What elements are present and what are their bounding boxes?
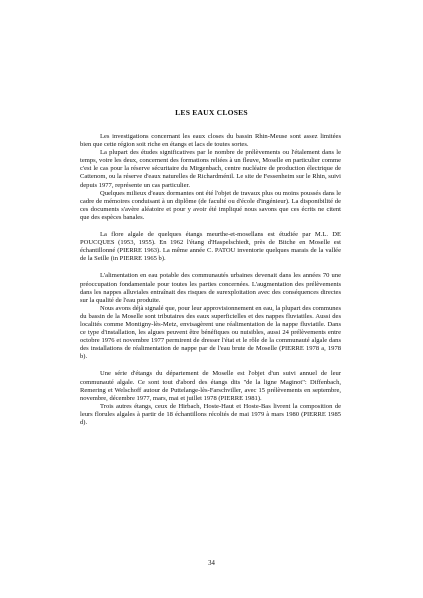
- paragraph-three-ponds: Trois autres étangs, ceux de Hirbach, Hoste-Haut et Hoste-Bas livrent la composition de leurs florules algales à partir de 18 échantillons récoltés de mai 1979 à mars 1980 (PIERRE 1985 d).: [80, 402, 341, 426]
- page-number: 34: [208, 560, 215, 567]
- paragraph-intro: Les investigations concernant les eaux closes du bassin Rhin-Meuse sont assez limitées bien que cette région soit riche en étangs et lacs de toutes sortes.: [80, 133, 341, 149]
- body-text: [80, 133, 341, 427]
- paragraph-memoirs: Quelques milieux d'eaux dormantes ont été l'objet de travaux plus ou moins poussés dans le cadre de mémoires conduisant à un diplôme (de faculté ou d'école d'ingénieur). La disponibilité de ces documents s'avère aléatoire et pour y avoir été impliqué nous savons que ces écrits ne citent que des espèces banales.: [80, 189, 341, 221]
- paragraph-studies: La plupart des études significatives par le nombre de prélèvements ou l'étalement dans le temps, voire les deux, concernent des formations reliées à un fleuve, Moselle en particulier comme c'est le cas pour la réserve sécuritaire du Mirgenbach, centre nucléaire de production électrique de Cattenom, ou la réserve d'eaux naturelles de Richardménil. Le site de Fessenheim sur le Rhin, suivi depuis 1977, représente un cas particulier.: [80, 149, 341, 189]
- paragraph-water-supply: L'alimentation en eau potable des communautés urbaines devenait dans les années 70 une préoccupation fondamentale pour toutes les parties concernées. L'augmentation des prélèvements dans les nappes alluviales entraînait des risques de surexploitation avec des conséquences directes sur la qualité de l'eau produite.: [80, 272, 341, 304]
- paragraph-moselle-basin: Nous avons déjà signalé que, pour leur approvisionnement en eau, la plupart des communes du bassin de la Moselle sont tributaires des eaux superficielles et des nappes fluviatiles. Aussi des localités comme Montigny-lès-Metz, envisagèrent une réalimentation de la nappe fluviatile. Dans ce type d'installation, les algues peuvent être bénéfiques ou nuisibles, aussi 24 prélèvements entre octobre 1976 et novembre 1977 permirent de dresser l'état et le rôle de la communauté algale dans des installations de réalimentation de nappe par de l'eau brute de Moselle (PIERRE 1978 a, 1978 b).: [80, 304, 341, 361]
- page-title: LES EAUX CLOSES: [175, 108, 248, 117]
- paragraph-ponds-series: Une série d'étangs du département de Moselle est l'objet d'un suivi annuel de leur communauté algale. Ce sont tout d'abord des étangs dits "de la ligne Maginot": Diffenbach, Remering et Welschoff autour de Puttelange-lès-Farschviller, avec 15 prélèvements en septembre, novembre, décembre 1977, mars, mai et juillet 1978 (PIERRE 1981).: [80, 370, 341, 402]
- paragraph-algal-flora: La flore algale de quelques étangs meurthe-et-mosellans est étudiée par M.L. DE POUCQUES (1953, 1955). En 1962 l'étang d'Haspelschiedt, près de Bitche en Moselle est échantillonné (PIERRE 1963). La même année C. PATOU inventorie quelques marais de la vallée de la Seille (in PIERRE 1965 b).: [80, 231, 341, 263]
